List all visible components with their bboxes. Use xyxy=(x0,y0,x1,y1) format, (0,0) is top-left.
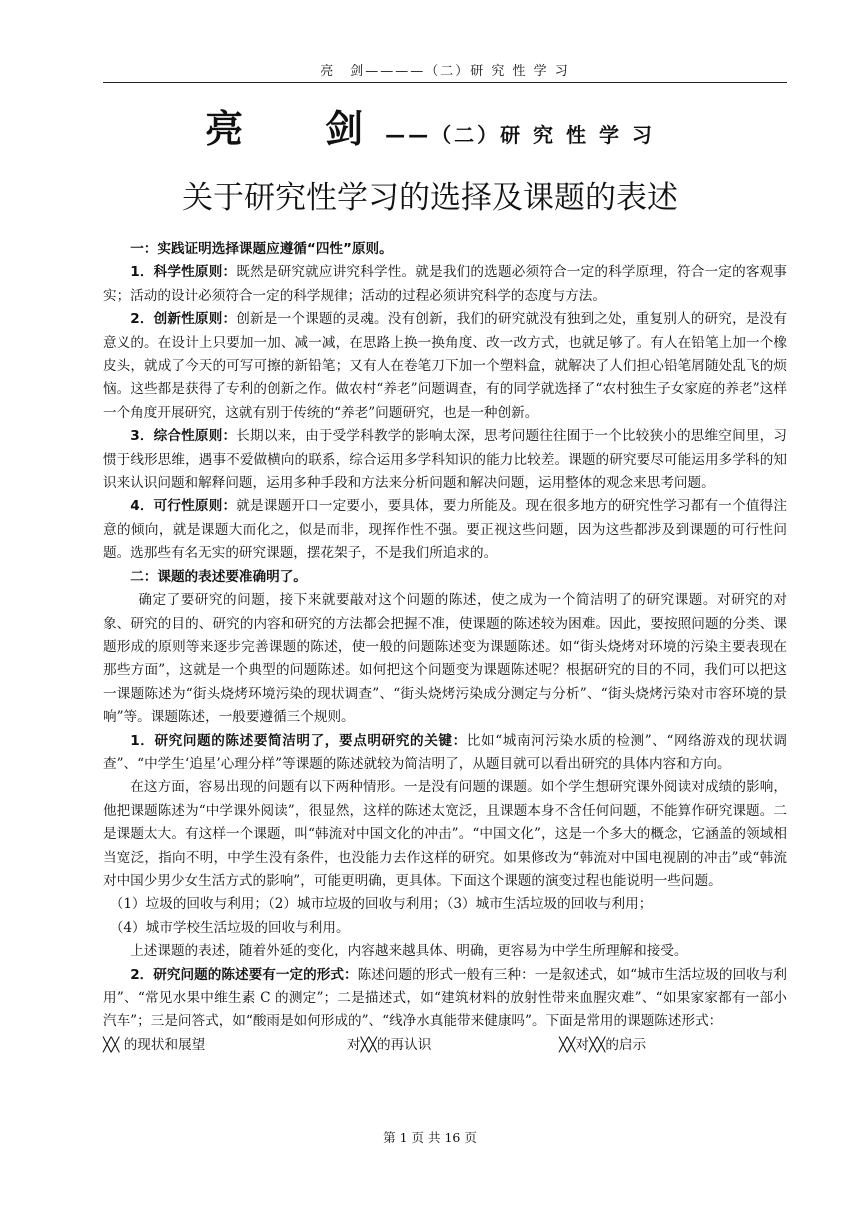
principle-text: 长期以来，由于受学科教学的影响太深，思考问题往往囿于一个比较狭小的思维空间里，习惯于线形思维，遇事不爱做横向的联系，综合运用多学科知识的能力比较差。课题的研究要尽可能运用多学科的知识来认识问题和解释问题，运用多种手段和方法来分析问题和解决问题，运用整体的观念来思考问题。 xyxy=(103,428,787,492)
paragraph-principle-1 xyxy=(103,261,787,308)
paragraph-rule-2 xyxy=(103,964,787,1034)
rule-label: 1．研究问题的陈述要简洁明了，要点明研究的关键： xyxy=(130,732,467,749)
page-footer: 第 1 页 共 16 页 xyxy=(383,1130,477,1145)
section-heading-1: 一：实践证明选择课题应遵循“四性”原则。 xyxy=(130,241,393,257)
form-example: ╳╳ 的现状和展望 xyxy=(103,1036,206,1053)
document-body xyxy=(103,238,787,1057)
document-title xyxy=(0,98,860,153)
form-example: 对╳╳的再认识 xyxy=(347,1036,432,1053)
paragraph-principle-4 xyxy=(103,495,787,565)
principle-label: 4．可行性原则： xyxy=(130,498,237,515)
principle-label: 3．综合性原则： xyxy=(130,428,237,445)
evolution-list-line-2: （4）城市学校生活垃圾的回收与利用。 xyxy=(109,919,350,936)
principle-text: 既然是研究就应讲究科学性。就是我们的选题必须符合一定的科学原理，符合一定的客观事实；活动的设计必须符合一定的科学规律；活动的过程必须讲究科学的态度与方法。 xyxy=(103,264,787,304)
document-subtitle: 关于研究性学习的选择及课题的表述 xyxy=(182,180,678,216)
title-main: 亮 剑 xyxy=(205,107,386,151)
paragraph-rule-1-more: 在这方面，容易出现的问题有以下两种情形。一是没有问题的课题。如个学生想研究课外阅读对成绩的影响，他把课题陈述为“中学课外阅读”，很显然，这样的陈述太宽泛，且课题本身不含任何问题，不能算作研究课题。二是课题太大。有这样一个课题，叫“韩流对中国文化的冲击”。“中国文化”，这是一个多大的概念，它涵盖的领域相当宽泛，指向不明，中学生没有条件，也没能力去作这样的研究。如果修改为“韩流对中国电视剧的冲击”或“韩流对中国少男少女生活方式的影响”，可能更明确，更具体。下面这个课题的演变过程也能说明一些问题。 xyxy=(103,779,787,889)
principle-text: 就是课题开口一定要小，要具体，要力所能及。现在很多地方的研究性学习都有一个值得注意的倾向，就是课题大而化之，似是而非，现挥作性不强。要正视这些问题，因为这些都涉及到课题的可行性问题。选那些有名无实的研究课题，摆花架子，不是我们所追求的。 xyxy=(103,498,787,562)
paragraph-summary: 上述课题的表述，随着外延的变化，内容越来越具体、明确，更容易为中学生所理解和接受。 xyxy=(130,943,688,960)
rule-text: 陈述问题的形式一般有三种：一是叙述式，如“城市生活垃圾的回收与利用”、“常见水果中维生素 C 的测定”；二是描述式，如“建筑材料的放射性带来血腥灾难”、“如果家家都有一部小汽车”；三是问答式，如“酸雨是如何形成的”、“线净水真能带来健康吗”。下面是常用的课题陈述形式： xyxy=(103,966,787,1030)
rule-text: 比如“城南河污染水质的检测”、“网络游戏的现状调查”、“中学生‘追星’心理分样”等课题的陈述就较为简洁明了，从题目就可以看出研究的具体内容和方向。 xyxy=(103,732,787,772)
principle-label: 2．创新性原则： xyxy=(130,311,237,328)
rule-label: 2．研究问题的陈述要有一定的形式： xyxy=(130,966,358,983)
paragraph-intro: 确定了要研究的问题，接下来就要敲对这个问题的陈述，使之成为一个简洁明了的研究课题。对研究的对象、研究的目的、研究的内容和研究的方法都会把握不准，使课题的陈述较为困难。因此，要按照问题的分类、课题形成的原则等来逐步完善课题的陈述，使一般的问题陈述变为课题陈述。如“街头烧烤对环境的污染主要表现在那些方面”，这就是一个典型的问题陈述。如何把这个问题变为课题陈述呢？根据研究的目的不同，我们可以把这一课题陈述为“街头烧烤环境污染的现状调查”、“街头烧烤污染成分测定与分析”、“街头烧烤污染对市容环境的景响”等。课题陈述，一般要遵循三个规则。 xyxy=(103,592,787,726)
running-header: 亮 剑————（二）研 究 性 学 习 xyxy=(103,60,787,83)
paragraph-principle-3 xyxy=(103,425,787,495)
form-examples xyxy=(103,1034,787,1057)
paragraph-principle-2 xyxy=(103,308,787,425)
section-heading-2: 二：课题的表述要准确明了。 xyxy=(130,568,307,585)
principle-text: 创新是一个课题的灵魂。没有创新，我们的研究就没有独到之处，重复别人的研究，是没有意义的。在设计上只要加一加、减一减，在思路上换一换角度、改一改方式，也就足够了。有人在铅笔上加一个橡皮头，就成了今天的可写可擦的新铅笔；又有人在卷笔刀下加一个塑料盒，就解决了人们担心铅笔屑随处乱飞的烦恼。这些都是获得了专利的创新之作。做农村“养老”问题调查，有的同学就选择了“农村独生子女家庭的养老”这样一个角度开展研究，这就有别于传统的“养老”问题研究，也是一种创新。 xyxy=(103,311,787,421)
form-example: ╳╳对╳╳的启示 xyxy=(559,1036,647,1053)
principle-label: 1．科学性原则： xyxy=(130,264,237,281)
evolution-list-line-1: （1）垃圾的回收与利用；（2）城市垃圾的回收与利用；（3）城市生活垃圾的回收与利用； xyxy=(109,896,653,913)
paragraph-rule-1 xyxy=(103,730,787,777)
title-rest: ——（二）研 究 性 学 习 xyxy=(385,123,655,147)
